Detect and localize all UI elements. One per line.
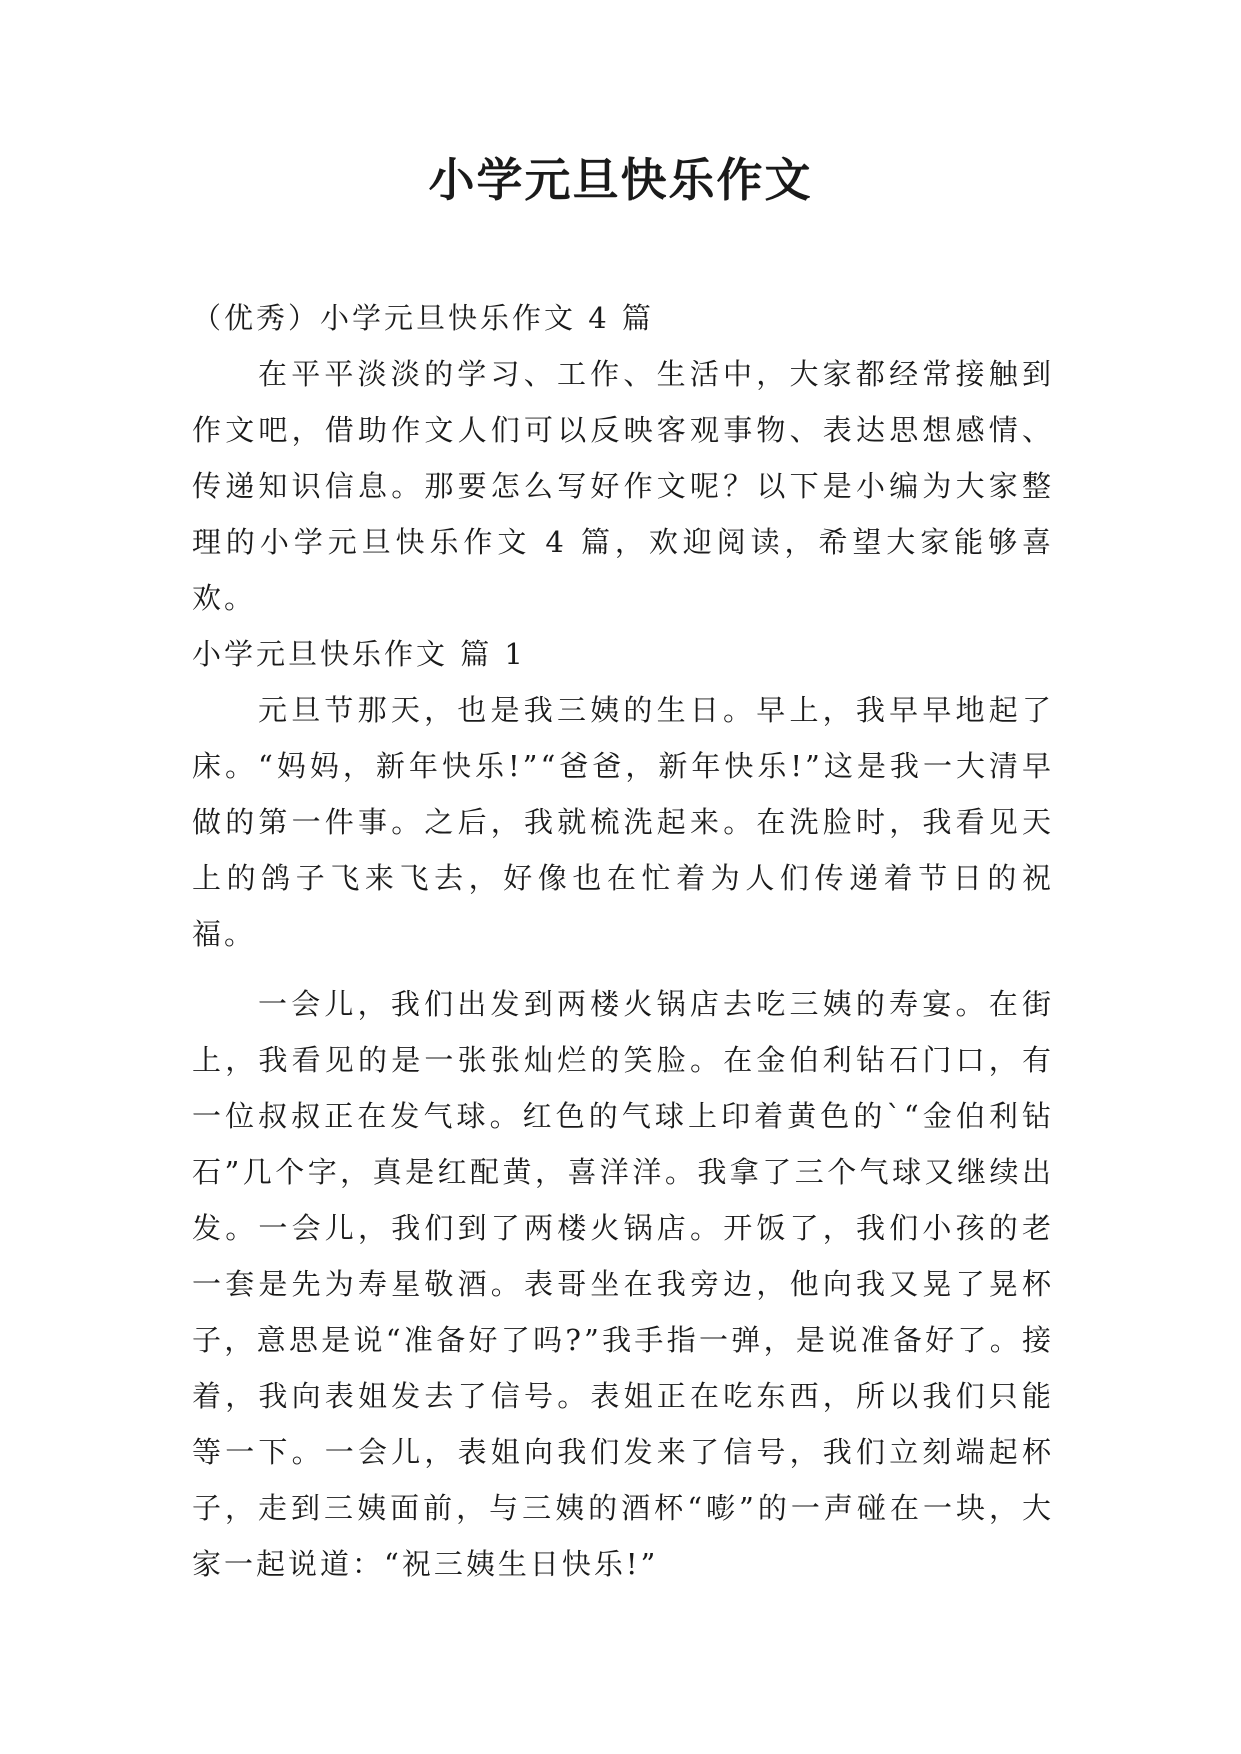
- document-body: [192, 290, 1054, 1592]
- intro-paragraph: 在平平淡淡的学习、工作、生活中，大家都经常接触到作文吧，借助作文人们可以反映客观事物、表达思想感情、传递知识信息。那要怎么写好作文呢？以下是小编为大家整理的小学元旦快乐作文 4 篇，欢迎阅读，希望大家能够喜欢。: [192, 357, 1054, 615]
- body-paragraph: 一会儿，我们出发到两楼火锅店去吃三姨的寿宴。在街上，我看见的是一张张灿烂的笑脸。在金伯利钻石门口，有一位叔叔正在发气球。红色的气球上印着黄色的`“金伯利钻石”几个字，真是红配黄，喜洋洋。我拿了三个气球又继续出发。一会儿，我们到了两楼火锅店。开饭了，我们小孩的老一套是先为寿星敬酒。表哥坐在我旁边，他向我又晃了晃杯子，意思是说“准备好了吗?”我手指一弹，是说准备好了。接着，我向表姐发去了信号。表姐正在吃东西，所以我们只能等一下。一会儿，表姐向我们发来了信号，我们立刻端起杯子，走到三姨面前，与三姨的酒杯“嘭”的一声碰在一块，大家一起说道：“祝三姨生日快乐!”: [192, 987, 1054, 1581]
- body-paragraph: 元旦节那天，也是我三姨的生日。早上，我早早地起了床。“妈妈，新年快乐!”“爸爸，新年快乐!”这是我一大清早做的第一件事。之后，我就梳洗起来。在洗脸时，我看见天上的鸽子飞来飞去，好像也在忙着为人们传递着节日的祝福。: [192, 693, 1054, 951]
- section-heading: 小学元旦快乐作文 篇 1: [192, 637, 526, 671]
- document-title: 小学元旦快乐作文: [428, 153, 813, 207]
- document-subtitle: （优秀）小学元旦快乐作文 4 篇: [192, 301, 654, 335]
